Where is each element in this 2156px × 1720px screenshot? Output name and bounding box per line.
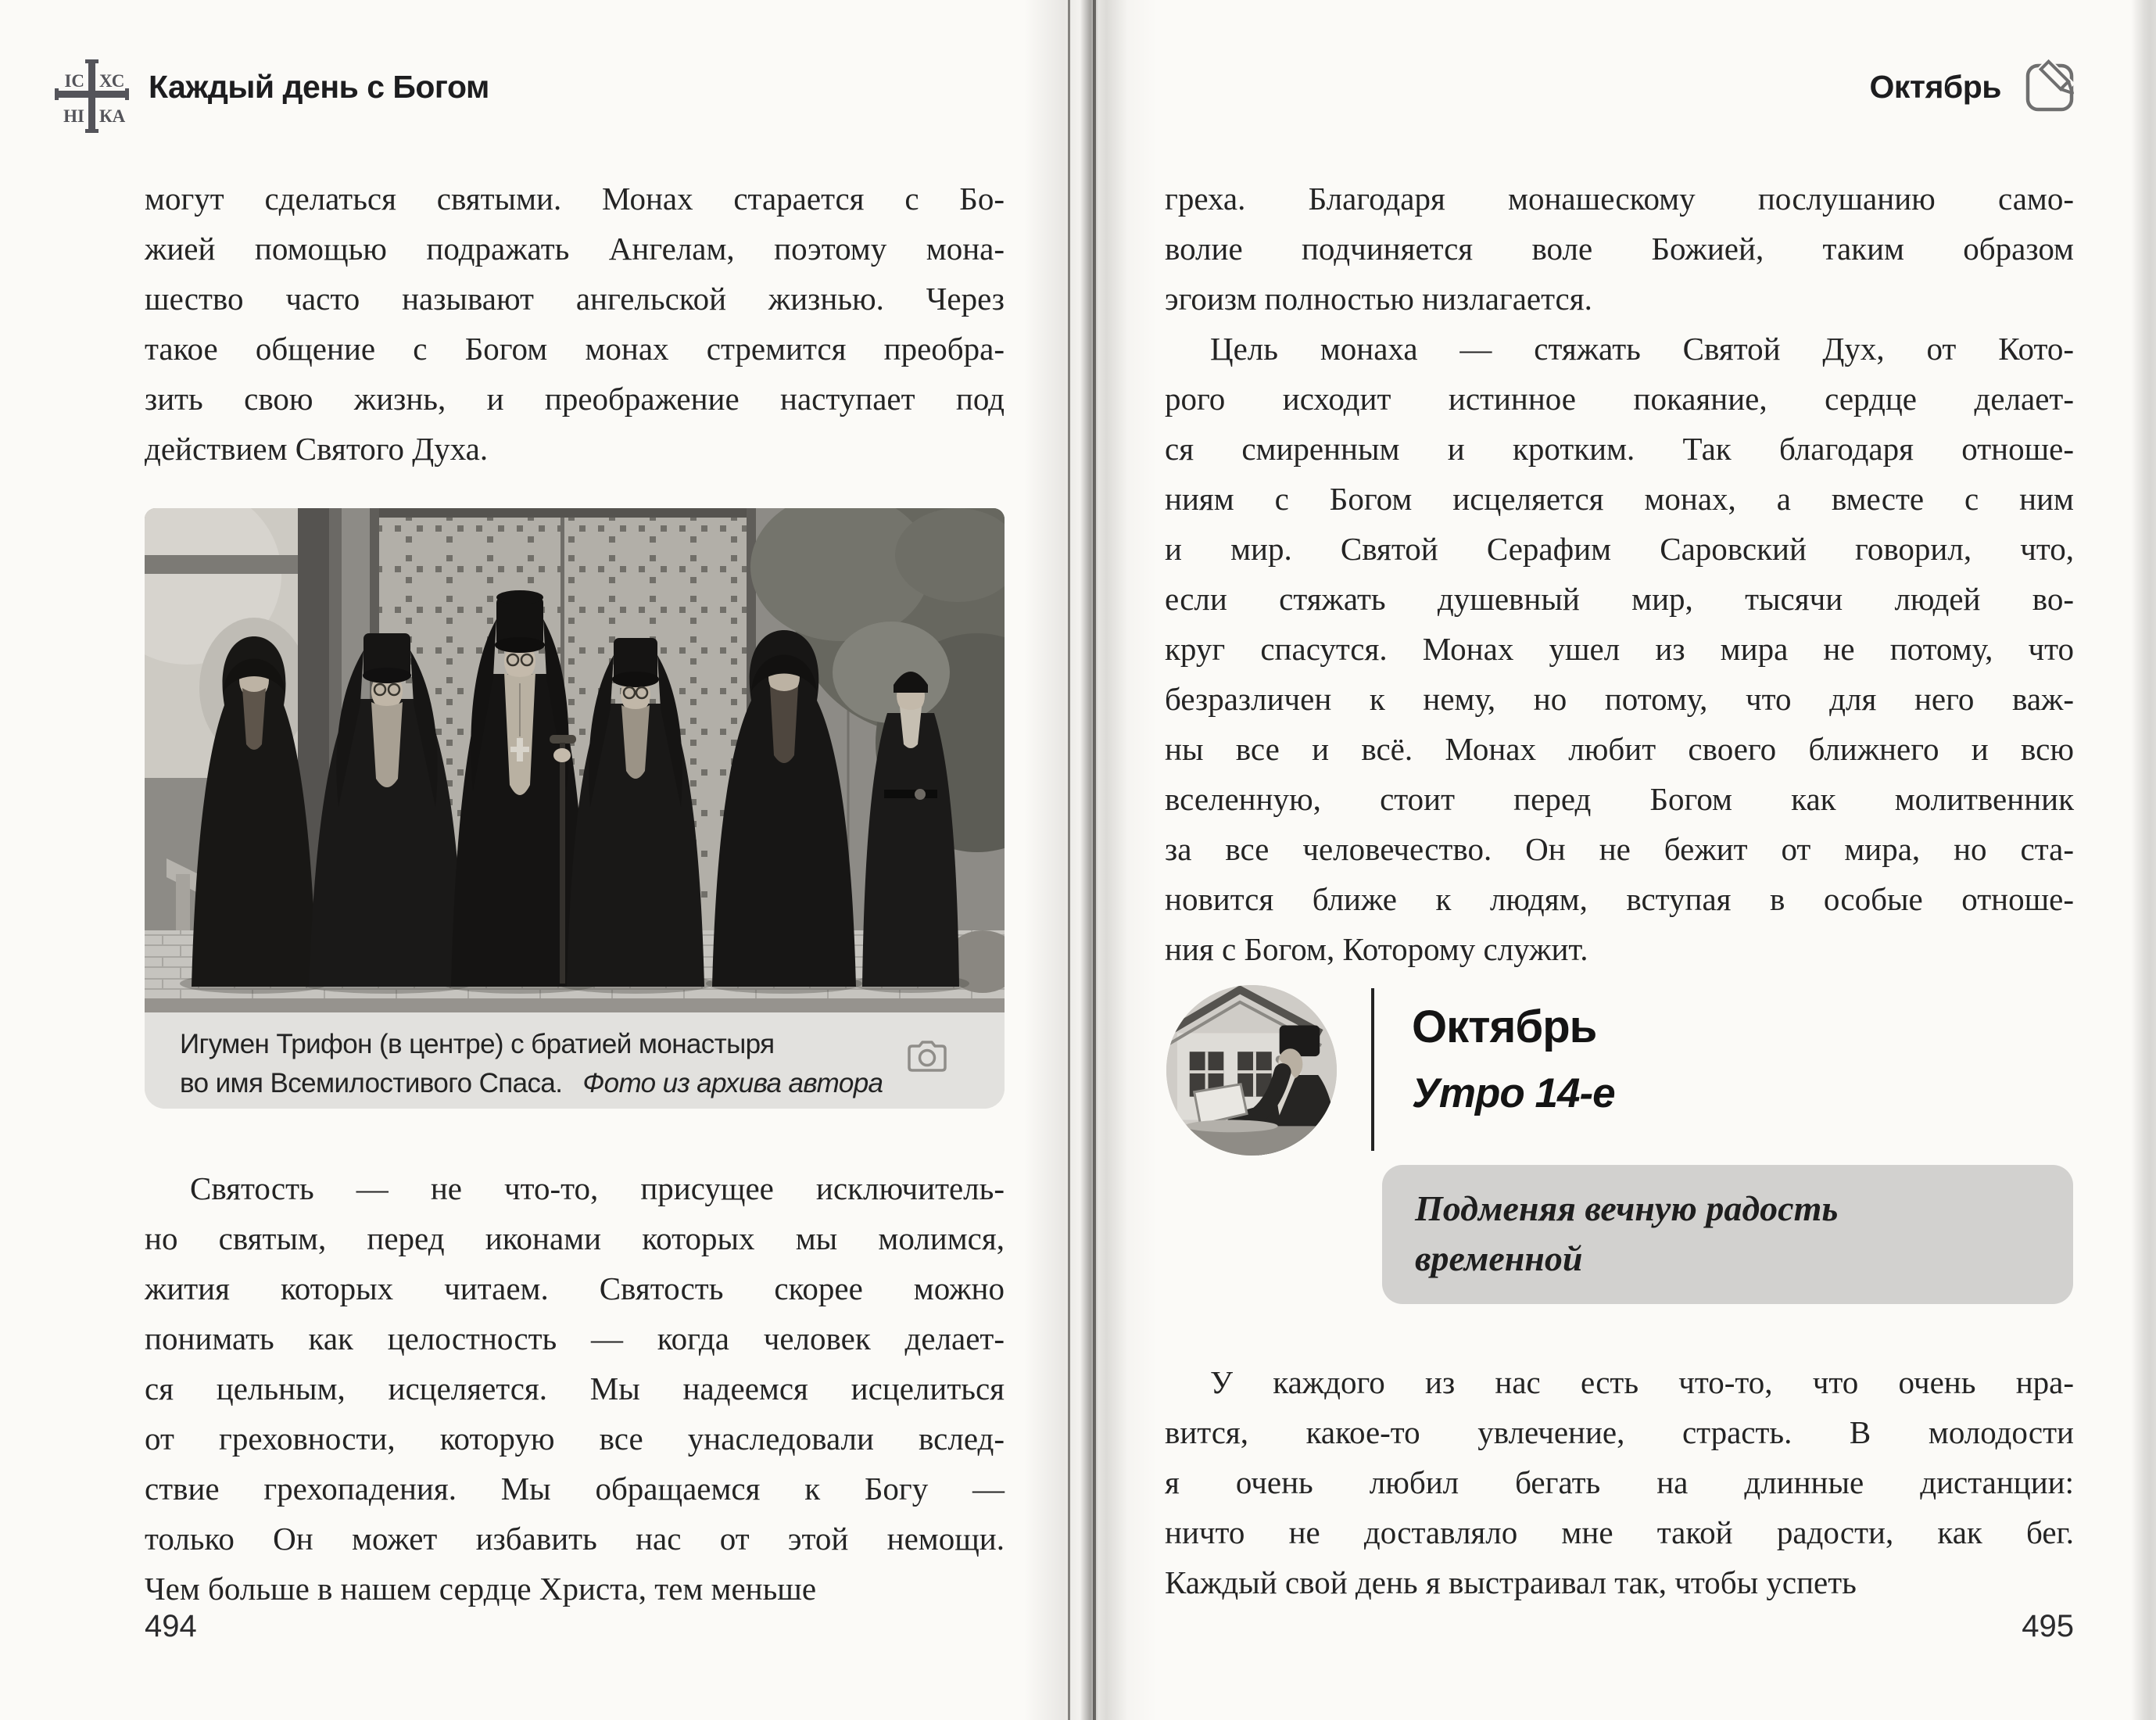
paragraph [1165, 324, 2074, 974]
photo-card [145, 508, 1005, 1109]
logo-tl: ІС [64, 71, 84, 91]
text-line: новится ближе к людям, вступая в особые отноше- [1165, 881, 2074, 917]
entry-title-box [1382, 1165, 2073, 1304]
text-line: понимать как целостность — когда человек делает- [145, 1320, 1005, 1356]
text-line: волие подчиняется воле Божией, таким образом [1165, 231, 2074, 267]
text-line: ния с Богом, Которому служит. [1165, 931, 1588, 967]
paragraph [1165, 1357, 2074, 1607]
text-line: шество часто называют ангельской жизнью. Через [145, 281, 1005, 317]
text-line: жией помощью подражать Ангелам, поэтому мона- [145, 231, 1005, 267]
logo-tr: ХС [99, 71, 125, 91]
caption-line2: во имя Всемилостивого Спаса. [180, 1068, 563, 1098]
text-line: круг спасутся. Монах ушел из мира не потому, что [1165, 631, 2074, 667]
entry-title-line: Подменяя вечную радость [1415, 1188, 1839, 1228]
text-line: и мир. Святой Серафим Саровский говорил, что, [1165, 531, 2074, 567]
gutter-line [1068, 0, 1070, 1720]
text-line: жития которых читаем. Святость скорее можно [145, 1270, 1005, 1306]
entry-day: Утро 14-е [1412, 1070, 1615, 1116]
text-line: Чем больше в нашем сердце Христа, тем меньше [145, 1571, 817, 1607]
photo-caption [145, 1012, 1005, 1109]
caption-credit: Фото из архива автора [582, 1068, 883, 1098]
paragraph [145, 174, 1005, 474]
text-line: У каждого из нас есть что-то, что очень нра- [1210, 1364, 2074, 1400]
vertical-divider [1371, 988, 1374, 1151]
entry-title-line: временной [1415, 1238, 1583, 1278]
text-line: я очень любил бегать на длинные дистанции: [1165, 1464, 2074, 1500]
text-line: от греховности, которую все унаследовали вслед- [145, 1421, 1005, 1457]
book-gutter-shadow [1024, 0, 1157, 1720]
text-line: только Он может избавить нас от этой немощи. [145, 1521, 1005, 1557]
page-number-left: 494 [145, 1609, 197, 1643]
text-line: такое общение с Богом монах стремится преобра- [145, 331, 1005, 367]
text-line: ниям с Богом исцеляется монах, а вместе с ним [1165, 481, 2074, 517]
logo-br: КА [99, 106, 126, 126]
text-line: вселенную, стоит перед Богом как молитвенник [1165, 781, 2074, 817]
text-line: вится, какое-то увлечение, страсть. В молодости [1165, 1414, 2074, 1450]
paragraph [145, 1163, 1005, 1614]
text-line: греха. Благодаря монашескому послушанию само- [1165, 181, 2074, 217]
camera-icon [906, 1039, 948, 1080]
paragraph [1165, 174, 2074, 324]
running-header-left: Каждый день с Богом [149, 69, 489, 105]
logo-bl: НІ [63, 106, 84, 126]
text-line: могут сделаться святыми. Монах старается с Бо- [145, 181, 1005, 217]
paragraph [1165, 174, 2074, 974]
text-line: ствие грехопадения. Мы обращаемся к Богу — [145, 1471, 1005, 1507]
daily-entry-header [1166, 982, 2073, 1162]
text-line: ны все и всё. Монах любит своего ближнего и всю [1165, 731, 2074, 767]
author-avatar [1166, 985, 1337, 1156]
gutter-line [1093, 0, 1096, 1720]
page-edge-shadow [2131, 0, 2156, 1720]
caption-line1: Игумен Трифон (в центре) с братией монастыря [180, 1029, 775, 1059]
text-line: эгоизм полностью низлагается. [1165, 281, 1592, 317]
entry-month: Октябрь [1412, 1002, 1597, 1052]
monks-photo [145, 508, 1005, 1012]
running-header-right: Октябрь [1869, 69, 2001, 105]
text-line: безразличен к нему, но потому, что для него важ- [1165, 681, 2074, 717]
text-line: рого исходит истинное покаяние, сердце делает- [1165, 381, 2074, 417]
text-line: но святым, перед иконами которых мы молимся, [145, 1220, 1005, 1256]
text-line: если стяжать душевный мир, тысячи людей во- [1165, 581, 2074, 617]
text-line: Святость — не что-то, присущее исключитель- [190, 1170, 1005, 1206]
text-line: зить свою жизнь, и преображение наступает под [145, 381, 1005, 417]
text-line: ничто не доставляло мне такой радости, как бег. [1165, 1514, 2074, 1550]
christogram-cross-icon [47, 58, 137, 138]
text-line: ся смиренным и кротким. Так благодаря отноше- [1165, 431, 2074, 467]
text-line: действием Святого Духа. [145, 431, 489, 467]
page-number-right: 495 [2022, 1609, 2074, 1643]
text-line: Цель монаха — стяжать Святой Дух, от Кото- [1210, 331, 2074, 367]
text-line: за все человечество. Он не бежит от мира, но ста- [1165, 831, 2074, 867]
text-line: ся цельным, исцеляется. Мы надеемся исцелиться [145, 1371, 1005, 1406]
text-line: Каждый свой день я выстраивал так, чтобы успеть [1165, 1564, 1857, 1600]
edit-compose-icon [2022, 53, 2083, 120]
